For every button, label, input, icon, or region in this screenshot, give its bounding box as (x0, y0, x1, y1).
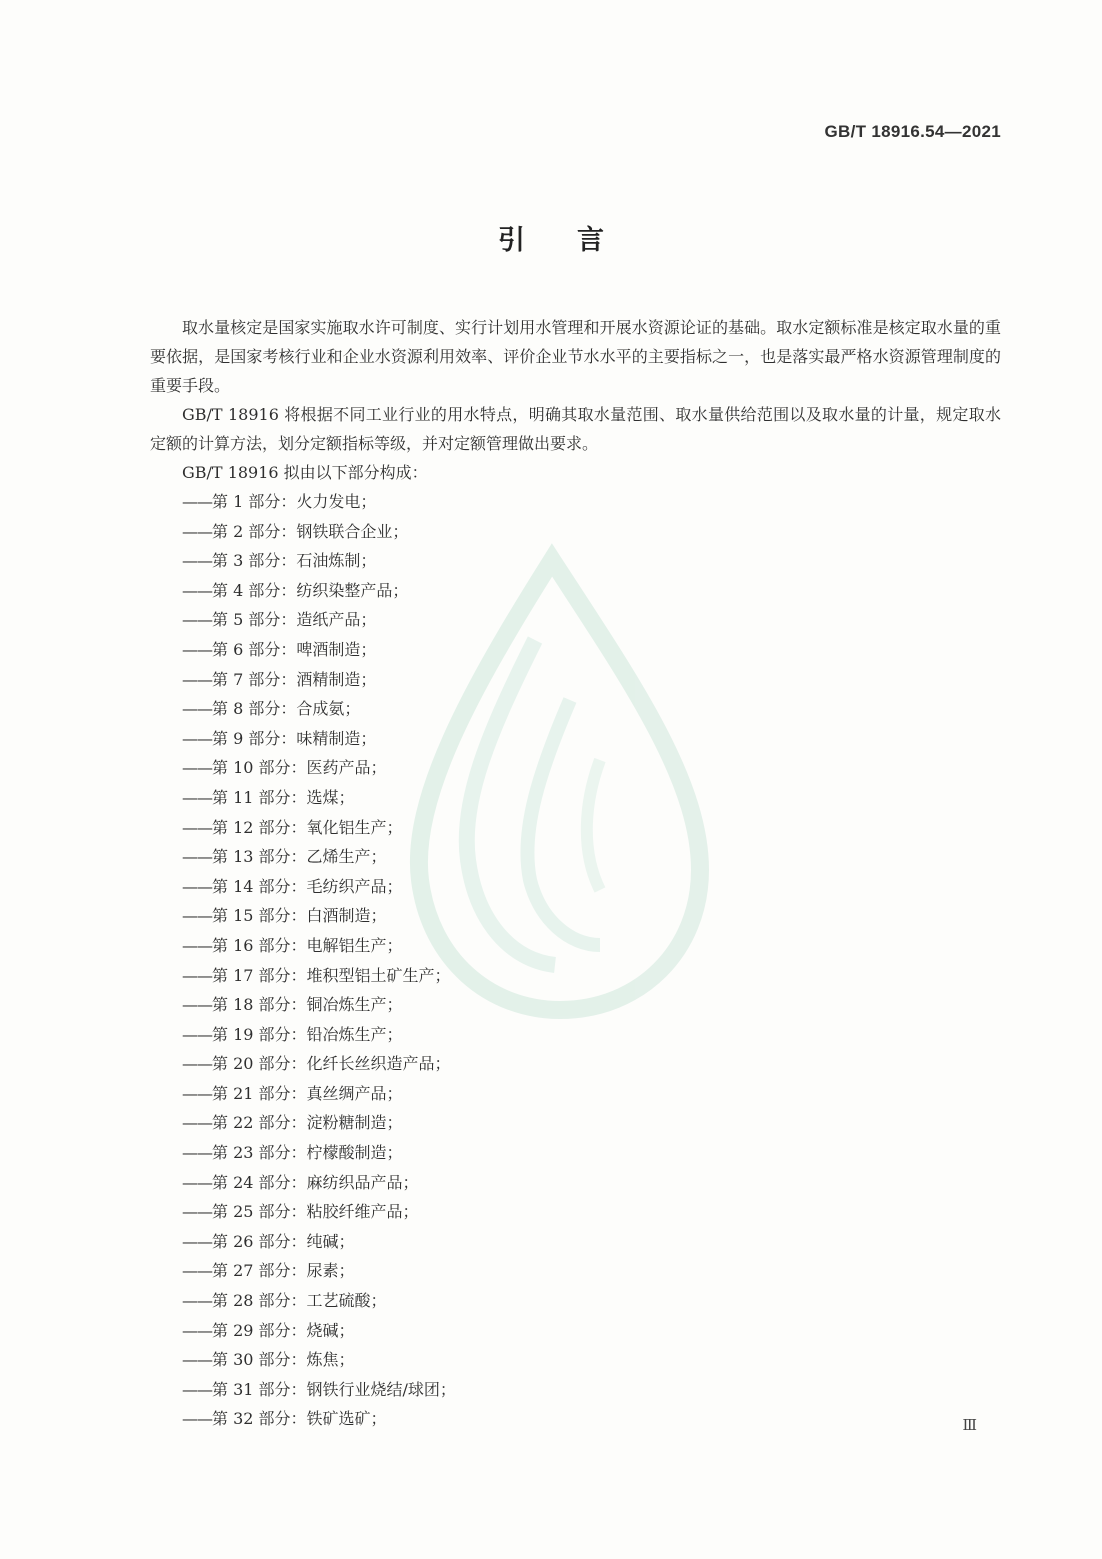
list-item (150, 990, 1001, 1020)
list-item (150, 576, 1001, 606)
list-item-text: 第 2 部分：钢铁联合企业； (212, 521, 409, 541)
list-item-text: 第 15 部分：白酒制造； (212, 906, 387, 926)
list-dash: —— (182, 521, 212, 541)
body-text (150, 313, 1001, 1434)
list-item (150, 813, 1001, 843)
list-item-text: 第 12 部分：氧化铝生产； (212, 817, 403, 837)
list-dash: —— (182, 1379, 212, 1399)
list-dash: —— (182, 758, 212, 778)
page-number: Ⅲ (962, 1416, 977, 1434)
list-item (150, 783, 1001, 813)
list-item (150, 1020, 1001, 1050)
list-dash: —— (182, 1320, 212, 1340)
list-item-text: 第 16 部分：电解铝生产； (212, 935, 403, 955)
list-item-text: 第 6 部分：啤酒制造； (212, 639, 377, 659)
list-dash: —— (182, 1143, 212, 1163)
list-item-text: 第 30 部分：炼焦； (212, 1350, 355, 1370)
list-dash: —— (182, 580, 212, 600)
list-item (150, 1375, 1001, 1405)
list-item (150, 1256, 1001, 1286)
list-dash: —— (182, 1024, 212, 1044)
list-item (150, 842, 1001, 872)
list-dash: —— (182, 1350, 212, 1370)
list-item (150, 901, 1001, 931)
list-item (150, 1049, 1001, 1079)
list-item-text: 第 26 部分：纯碱； (212, 1231, 355, 1251)
list-item (150, 665, 1001, 695)
list-item (150, 1079, 1001, 1109)
list-item-text: 第 29 部分：烧碱； (212, 1320, 355, 1340)
list-dash: —— (182, 965, 212, 985)
list-item (150, 694, 1001, 724)
standard-number: GB/T 18916.54—2021 (824, 122, 1001, 141)
list-item-text: 第 1 部分：火力发电； (212, 492, 377, 511)
list-item (150, 1286, 1001, 1316)
list-dash: —— (182, 1409, 212, 1429)
list-item-text: 第 20 部分：化纤长丝织造产品； (212, 1054, 451, 1074)
list-item-text: 第 24 部分：麻纺织品产品； (212, 1172, 419, 1192)
list-item (150, 1404, 1001, 1434)
list-dash: —— (182, 610, 212, 630)
list-item-text: 第 14 部分：毛纺织产品； (212, 876, 403, 896)
list-item (150, 635, 1001, 665)
list-dash: —— (182, 728, 212, 748)
list-item (150, 1168, 1001, 1198)
list-item (150, 931, 1001, 961)
list-dash: —— (182, 1054, 212, 1074)
list-item-text: 第 28 部分：工艺硫酸； (212, 1291, 387, 1311)
list-dash: —— (182, 1231, 212, 1251)
list-item-text: 第 18 部分：铜冶炼生产； (212, 995, 403, 1015)
list-item (150, 1316, 1001, 1346)
list-item-text: 第 9 部分：味精制造； (212, 728, 377, 748)
list-dash: —— (182, 847, 212, 867)
list-dash: —— (182, 1113, 212, 1133)
page-title: 引言 (498, 225, 656, 256)
list-item-text: 第 23 部分：柠檬酸制造； (212, 1143, 403, 1163)
list-item (150, 961, 1001, 991)
list-dash: —— (182, 787, 212, 807)
list-item-text: 第 4 部分：纺织染整产品； (212, 580, 409, 600)
list-item-text: 第 19 部分：铅冶炼生产； (212, 1024, 403, 1044)
list-dash: —— (182, 1202, 212, 1222)
list-dash: —— (182, 639, 212, 659)
list-item (150, 872, 1001, 902)
list-dash: —— (182, 935, 212, 955)
list-item (150, 487, 1001, 517)
list-item-text: 第 3 部分：石油炼制； (212, 551, 377, 571)
list-item (150, 1108, 1001, 1138)
list-item-text: 第 32 部分：铁矿选矿； (212, 1409, 387, 1429)
list-item-text: 第 21 部分：真丝绸产品； (212, 1083, 403, 1103)
list-item (150, 724, 1001, 754)
list-dash: —— (182, 1172, 212, 1192)
list-item-text: 第 25 部分：粘胶纤维产品； (212, 1202, 419, 1222)
list-item (150, 1227, 1001, 1257)
list-dash: —— (182, 699, 212, 719)
list-item-text: 第 27 部分：尿素； (212, 1261, 355, 1281)
list-dash: —— (182, 876, 212, 896)
list-dash: —— (182, 669, 212, 689)
list-item (150, 1345, 1001, 1375)
list-dash: —— (182, 492, 212, 511)
intro-paragraph-3: GB/T 18916 拟由以下部分构成： (182, 463, 428, 482)
intro-paragraph-2: GB/T 18916 将根据不同工业行业的用水特点，明确其取水量范围、取水量供给范围以及取水量的计量，规定取水定额的计算方法，划分定额指标等级，并对定额管理做出要求。 (150, 405, 1001, 453)
list-item-text: 第 13 部分：乙烯生产； (212, 847, 387, 867)
list-item (150, 1197, 1001, 1227)
list-item-text: 第 17 部分：堆积型铝土矿生产； (212, 965, 451, 985)
list-dash: —— (182, 906, 212, 926)
list-dash: —— (182, 551, 212, 571)
list-dash: —— (182, 1261, 212, 1281)
list-item (150, 517, 1001, 547)
list-item-text: 第 22 部分：淀粉糖制造； (212, 1113, 403, 1133)
parts-list (150, 487, 1001, 1434)
list-dash: —— (182, 1291, 212, 1311)
list-dash: —— (182, 1083, 212, 1103)
list-item (150, 605, 1001, 635)
list-item-text: 第 10 部分：医药产品； (212, 758, 387, 778)
intro-paragraph-1: 取水量核定是国家实施取水许可制度、实行计划用水管理和开展水资源论证的基础。取水定额标准是核定取水量的重要依据，是国家考核行业和企业水资源利用效率、评价企业节水水平的主要指标之一，也是落实最严格水资源管理制度的重要手段。 (150, 318, 1001, 395)
list-item-text: 第 11 部分：选煤； (212, 787, 355, 807)
list-item-text: 第 5 部分：造纸产品； (212, 610, 377, 630)
list-item-text: 第 7 部分：酒精制造； (212, 669, 377, 689)
list-item-text: 第 31 部分：钢铁行业烧结/球团； (212, 1379, 456, 1399)
list-item (150, 1138, 1001, 1168)
list-dash: —— (182, 995, 212, 1015)
list-item (150, 546, 1001, 576)
list-item (150, 753, 1001, 783)
list-item-text: 第 8 部分：合成氨； (212, 699, 361, 719)
list-dash: —— (182, 817, 212, 837)
